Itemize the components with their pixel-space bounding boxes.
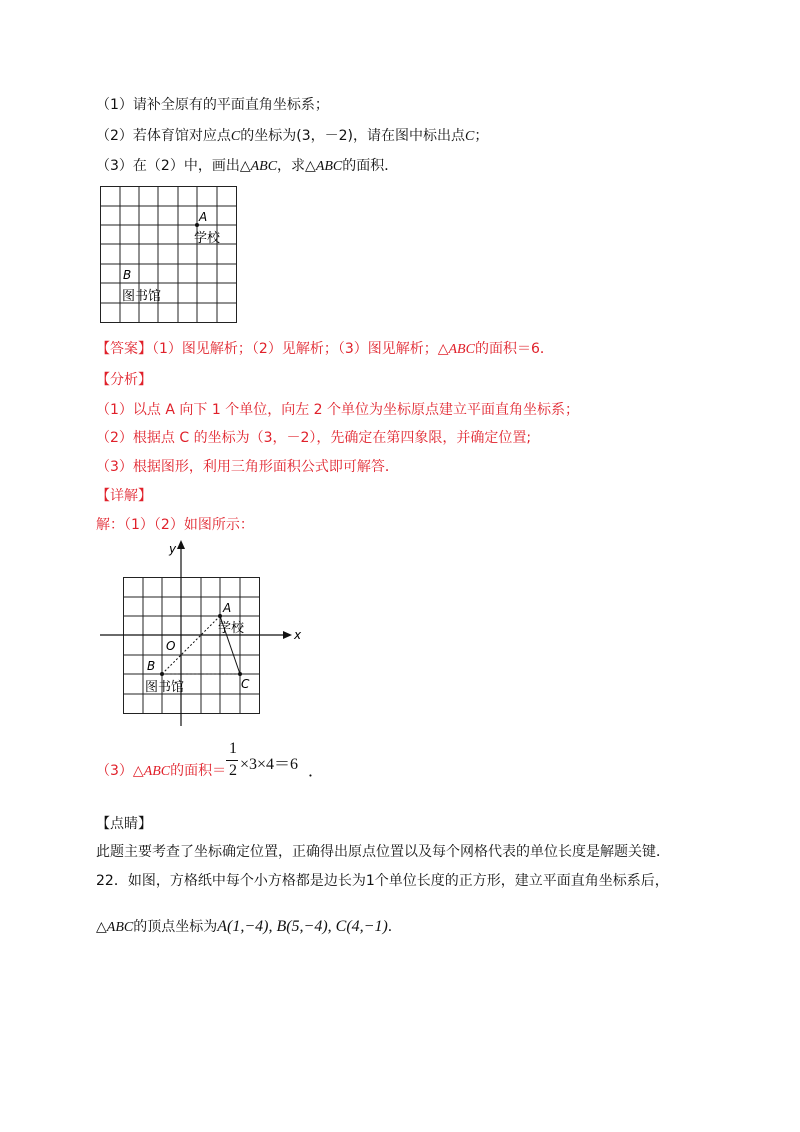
question-part-2 xyxy=(96,127,488,146)
grid-2-label-library: 图书馆 xyxy=(145,680,185,695)
question-3-mid: ，求 xyxy=(277,158,306,174)
question-2-end: ； xyxy=(474,128,489,144)
area-end-text: ． xyxy=(308,763,325,780)
area-formula xyxy=(240,751,298,774)
analysis-tag xyxy=(96,371,152,389)
fraction-denominator-text: 2 xyxy=(229,762,237,779)
x-axis-arrow-icon xyxy=(283,631,292,639)
area-line xyxy=(96,762,226,781)
comment-tag-text: 【点睛】 xyxy=(96,816,152,832)
question-part-3 xyxy=(96,157,398,176)
grid-2-label-c: C xyxy=(241,677,250,691)
area-end xyxy=(308,758,324,781)
analysis-tag-text: 【分析】 xyxy=(96,372,152,388)
fraction-numerator xyxy=(226,740,240,758)
grid-1-label-school: 学校 xyxy=(194,231,221,246)
area-triangle-label: △ABC xyxy=(132,764,171,779)
fraction-numerator-text: 1 xyxy=(229,740,237,757)
question-22-text: 22．如图，方格纸中每个小方格都是边长为1个单位长度的正方形，建立平面直角坐标系后， xyxy=(96,873,669,889)
grid-figure-1 xyxy=(100,186,240,326)
triangle-abc-label: △ABC xyxy=(239,159,278,174)
answer-text: （1）图见解析；（2）见解析；（3）图见解析； xyxy=(152,341,438,357)
axis-label-x: x xyxy=(294,628,302,642)
question-3-end: 的面积． xyxy=(342,158,399,174)
detail-line-1-text: 解：（1）（2）如图所示： xyxy=(96,517,254,533)
grid-1-label-library: 图书馆 xyxy=(122,289,162,304)
grid-2-label-a: A xyxy=(223,601,232,615)
origin-label-o: O xyxy=(166,639,176,653)
question-2-mid: 的坐标为(3，－2)，请在图中标出点 xyxy=(240,128,466,144)
area-pre: （3） xyxy=(96,763,133,779)
comment-line xyxy=(96,843,670,861)
question-22-mid: 的顶点坐标为 xyxy=(133,919,218,935)
comment-text: 此题主要考查了坐标确定位置，正确得出原点位置以及每个网格代表的单位长度是解题关键． xyxy=(96,844,670,860)
comment-tag xyxy=(96,815,152,833)
question-22-coordinates: A(1,−4), B(5,−4), C(4,−1) xyxy=(217,918,388,935)
point-c-label: C xyxy=(230,129,241,144)
detail-line-1 xyxy=(96,516,254,534)
question-1-text: （1）请补全原有的平面直角坐标系； xyxy=(96,97,329,113)
question-22-triangle: △ABC xyxy=(96,920,134,935)
analysis-line-2 xyxy=(96,429,531,447)
point-c xyxy=(238,672,242,676)
point-a xyxy=(218,614,222,618)
answer-tag: 【答案】 xyxy=(96,341,152,357)
point-b xyxy=(160,672,164,676)
question-22-line-1 xyxy=(96,872,669,890)
area-mid: 的面积＝ xyxy=(170,763,227,779)
grid-2-label-b: B xyxy=(147,659,156,673)
question-22-end: ． xyxy=(387,919,402,935)
fraction-denominator xyxy=(226,762,240,780)
analysis-line-3-text: （3）根据图形，利用三角形面积公式即可解答． xyxy=(96,459,399,475)
question-2-pre: （2）若体育馆对应点 xyxy=(96,128,231,144)
grid-1-label-b: B xyxy=(123,268,132,282)
fraction-bar xyxy=(226,760,238,761)
analysis-line-1 xyxy=(96,401,579,419)
grid-figure-2 xyxy=(120,540,310,730)
grid-2-lines xyxy=(124,578,260,714)
question-part-1 xyxy=(96,96,329,114)
analysis-line-1-text: （1）以点 A 向下 1 个单位，向左 2 个单位为坐标原点建立平面直角坐标系； xyxy=(96,402,579,418)
grid-1-label-a: A xyxy=(199,210,208,224)
triangle-abc-label-2: △ABC xyxy=(305,159,343,174)
question-3-pre: （3）在（2）中，画出 xyxy=(96,158,240,174)
grid-2-label-school: 学校 xyxy=(218,621,245,636)
y-axis-arrow-icon xyxy=(177,540,185,549)
answer-text-end: 的面积＝6． xyxy=(474,341,554,357)
question-22-line-2 xyxy=(96,918,402,937)
grid-1-lines xyxy=(101,187,237,323)
analysis-line-2-text: （2）根据点 C 的坐标为（3，－2），先确定在第四象限，并确定位置; xyxy=(96,430,532,446)
answer-line xyxy=(96,340,554,359)
axis-label-y: y xyxy=(169,542,177,556)
detail-tag xyxy=(96,487,152,505)
detail-tag-text: 【详解】 xyxy=(96,488,152,504)
area-formula-text: ×3×4＝6 xyxy=(240,756,299,773)
point-c-label-2: C xyxy=(465,129,475,144)
answer-triangle-label: △ABC xyxy=(437,342,475,357)
analysis-line-3 xyxy=(96,458,399,476)
